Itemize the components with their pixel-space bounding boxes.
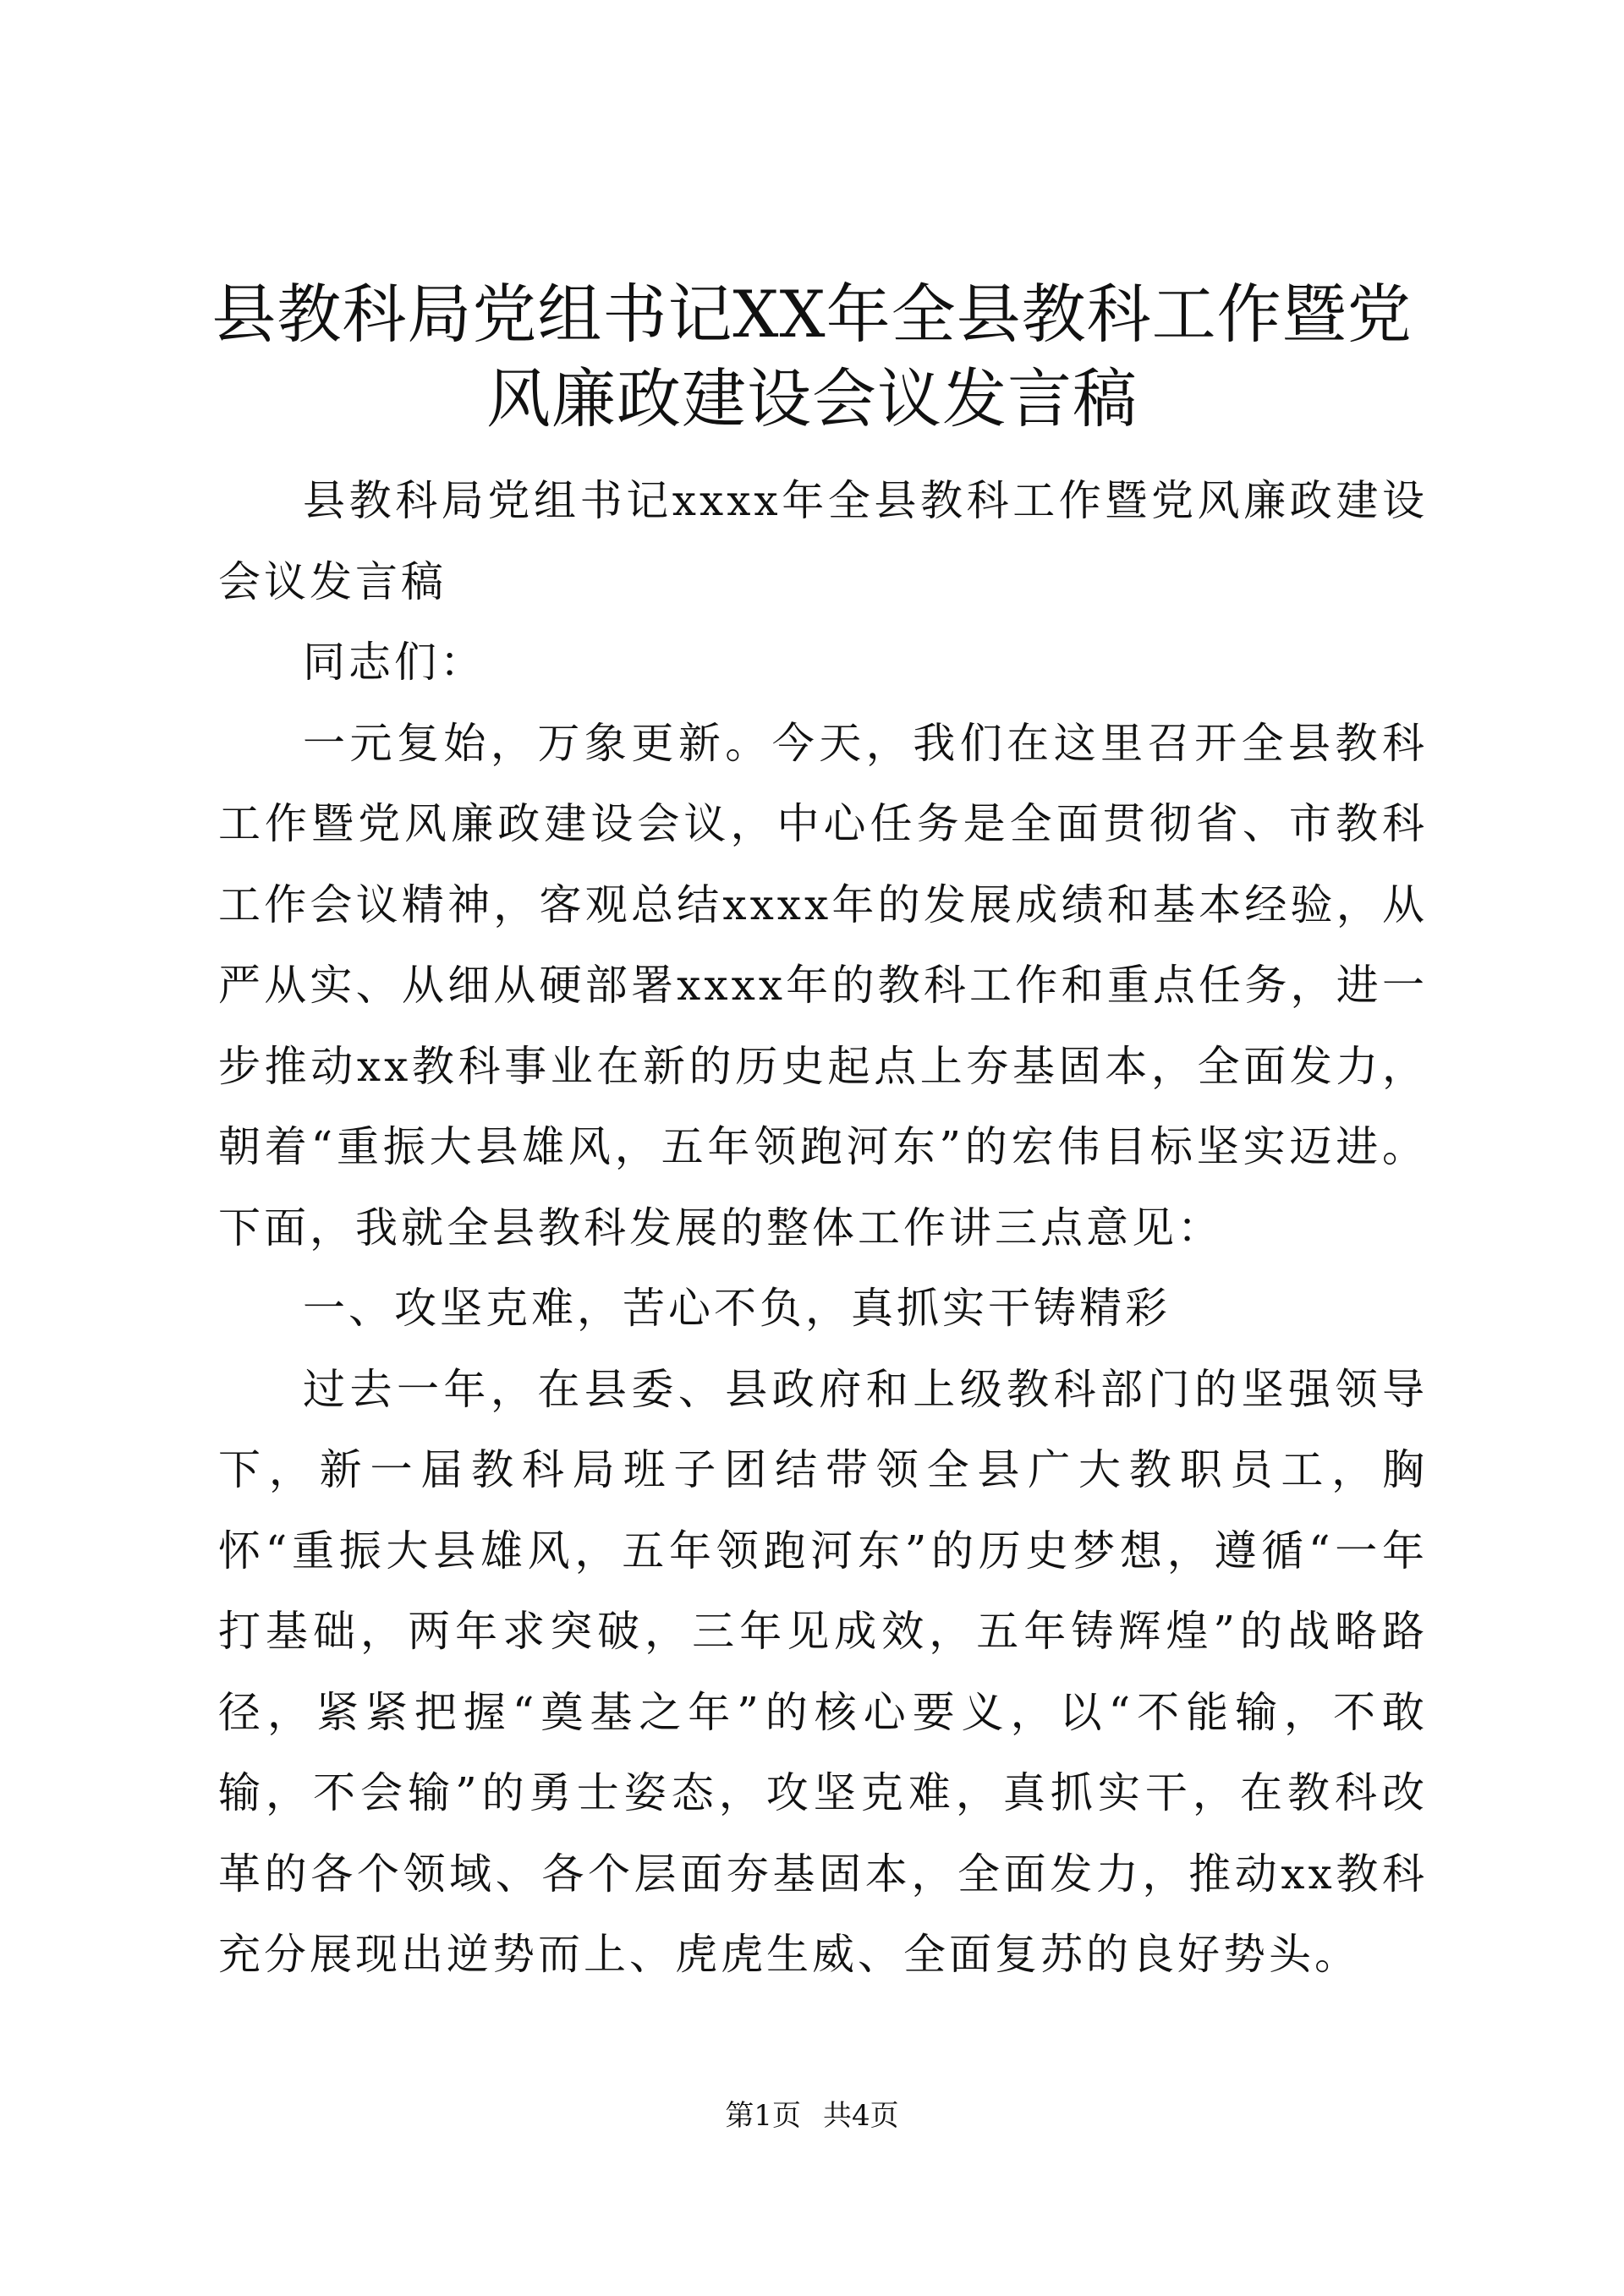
paragraph-review: 过去一年，在县委、县政府和上级教科部门的坚强领导下，新一届教科局班子团结带领全县广大教职员工，胸怀“重振大县雄风，五年领跑河东”的历史梦想，遵循“一年打基础，两年求突破，三年见成效，五年铸辉煌”的战略路径，紧紧把握“奠基之年”的核心要义，以“不能输，不敢输，不会输”的勇士姿态，攻坚克难，真抓实干，在教科改革的各个领域、各个层面夯基固本，全面发力，推动xx教科充分展现出逆势而上、虎虎生威、全面复苏的良好势头。 (218, 1364, 1428, 1979)
section-heading: 一、攻坚克难，苦心不负，真抓实干铸精彩 (303, 1284, 1171, 1333)
document-title: 县教科局党组书记XX年全县教科工作暨党风廉政建设会议发言稿 (211, 277, 1413, 436)
page-total: 共4页 (823, 2099, 899, 2133)
paragraph-opening: 一元复始，万象更新。今天，我们在这里召开全县教科工作暨党风廉政建设会议，中心任务是全面贯彻省、市教科工作会议精神，客观总结xxxx年的发展成绩和基本经验，从严从实、从细从硬部署xxxx年的教科工作和重点任务，进一步推动xx教科事业在新的历史起点上夯基固本，全面发力，朝着“重振大县雄风，五年领跑河东”的宏伟目标坚实迈进。下面，我就全县教科发展的整体工作讲三点意见： (218, 718, 1428, 1252)
paragraph-salutation: 同志们： (303, 638, 486, 687)
document-body (218, 461, 1428, 1996)
page-footer (0, 2097, 1624, 2134)
page-number: 第1页 (725, 2099, 801, 2133)
paragraph-heading-repeat: 县教科局党组书记xxxx年全县教科工作暨党风廉政建设会议发言稿 (218, 476, 1428, 606)
